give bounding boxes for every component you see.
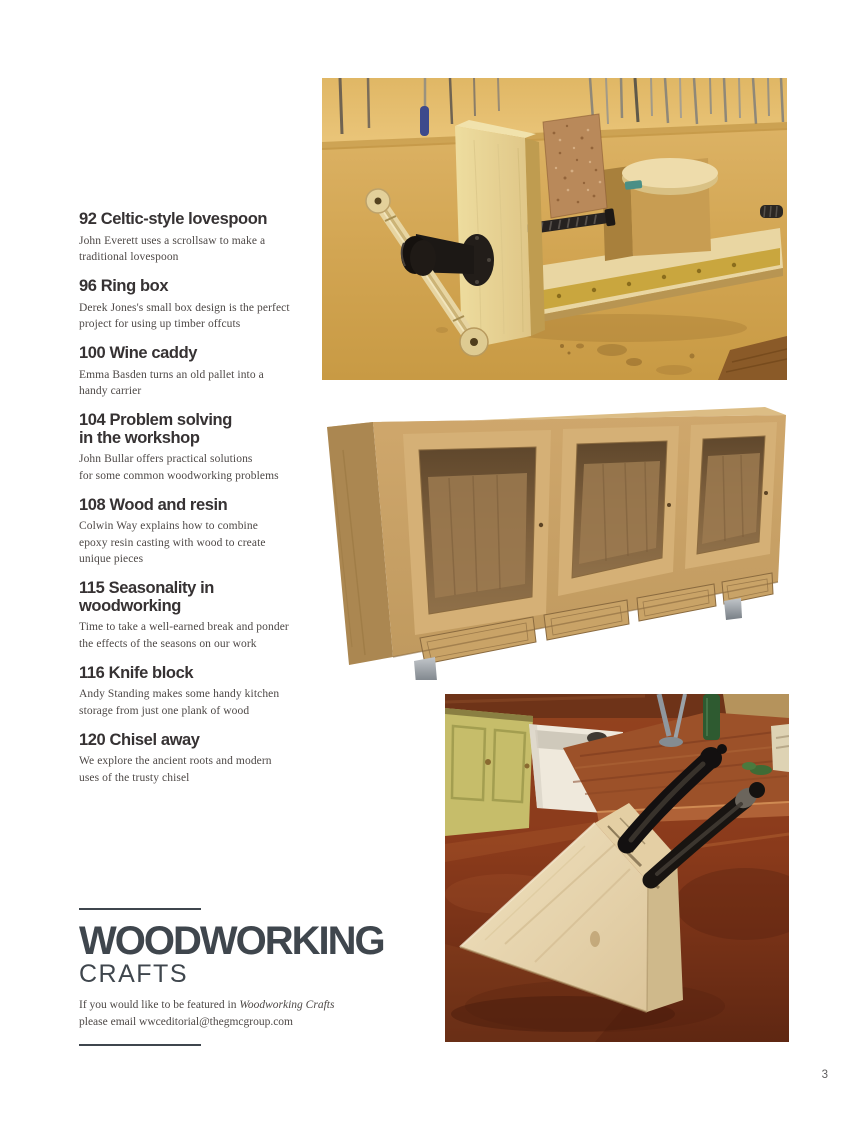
contact-note-text2: please email [79, 1016, 140, 1028]
article-title-line: 96 Ring box [79, 277, 169, 295]
article-title-line: 120 Chisel away [79, 730, 200, 749]
knife-block-illustration [445, 694, 789, 1042]
article-description-line: Time to take a well-earned break and ponder [79, 621, 289, 633]
article-title-line: 100 Wine caddy [79, 344, 198, 362]
article-title-line: 115 Seasonality in [79, 579, 214, 597]
toc-entry [79, 665, 313, 720]
article-title-line: 92 Celtic-style lovespoon [79, 210, 268, 228]
article-description-line: Derek Jones's small box design is the perfect [79, 301, 290, 314]
knife-block-photo [445, 694, 789, 1042]
workbench-vise-illustration [322, 78, 787, 380]
article-title [79, 278, 313, 296]
toc-entry [79, 345, 313, 400]
oak-sideboard-illustration [325, 405, 790, 680]
toc-entry [79, 412, 313, 484]
article-description [79, 300, 313, 333]
article-description-line: traditional lovespoon [79, 251, 179, 263]
article-title [79, 665, 313, 683]
article-title-line: 108 Wood and resin [79, 495, 228, 514]
contact-note-text: If you would like to be featured in [79, 999, 240, 1011]
article-description [79, 619, 313, 652]
article-description-line: Colwin Way explains how to combine [79, 520, 258, 532]
article-description-line: handy carrier [79, 385, 142, 397]
article-description-line: storage from just one plank of wood [79, 704, 250, 717]
article-description-line: uses of the trusty chisel [79, 771, 190, 784]
toc-entry [79, 732, 313, 787]
article-title-line: woodworking [79, 596, 181, 615]
article-description [79, 451, 313, 484]
article-description [79, 686, 313, 719]
article-description-line: Emma Basden turns an old pallet into a [79, 368, 264, 381]
article-title-line: in the workshop [79, 428, 200, 447]
divider-top [79, 908, 201, 910]
toc-entry [79, 278, 313, 333]
toc-list [79, 211, 313, 799]
article-description-line: for some common woodworking problems [79, 469, 279, 482]
contact-note [79, 997, 409, 1031]
article-description [79, 753, 313, 786]
toc-entry [79, 211, 313, 266]
article-description [79, 518, 313, 568]
oak-sideboard-photo [325, 405, 790, 680]
article-description [79, 233, 313, 266]
magazine-logo-subtitle: CRAFTS [79, 960, 188, 988]
divider-bottom [79, 1044, 201, 1046]
article-description-line: epoxy resin casting with wood to create [79, 536, 266, 549]
article-description [79, 367, 313, 400]
article-title [79, 497, 313, 515]
article-description-line: John Bullar offers practical solutions [79, 453, 253, 465]
workbench-vise-photo [322, 78, 787, 380]
article-title [79, 580, 313, 615]
article-description-line: project for using up timber offcuts [79, 318, 241, 330]
contact-email: wwceditorial@thegmcgroup.com [139, 1016, 294, 1028]
article-title [79, 412, 313, 447]
article-title-line: 116 Knife block [79, 663, 194, 682]
article-title [79, 211, 313, 229]
toc-entry [79, 580, 313, 652]
article-title-line: 104 Problem solving [79, 411, 232, 429]
magazine-logo: WOODWORKING [79, 919, 384, 963]
article-description-line: unique pieces [79, 553, 144, 565]
article-description-line: We explore the ancient roots and modern [79, 755, 272, 767]
article-description-line: Andy Standing makes some handy kitchen [79, 688, 280, 700]
article-description-line: the effects of the seasons on our work [79, 637, 257, 650]
brand-block [79, 908, 409, 1046]
toc-entry [79, 497, 313, 568]
page-number: 3 [821, 1069, 828, 1081]
article-description-line: John Everett uses a scrollsaw to make a [79, 234, 266, 247]
magazine-name-italic: Woodworking Crafts [239, 999, 335, 1011]
article-title [79, 345, 313, 363]
article-title [79, 732, 313, 750]
